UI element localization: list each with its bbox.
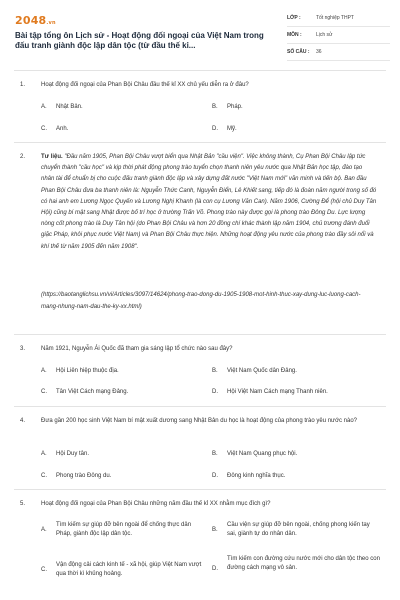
divider — [14, 70, 386, 71]
option-letter: D. — [212, 389, 218, 395]
option-letter: A. — [41, 527, 47, 533]
option-c[interactable] — [41, 561, 206, 583]
logo-text: 2048 — [15, 14, 47, 27]
option-letter: C. — [41, 389, 47, 395]
meta-row-count — [287, 44, 390, 61]
source-citation: (https://baotanglichsu.vn/vi/Articles/3097/14624/phong-trao-dong-du-1905-1908-mot-hinh-thuc-xay-dung-luc-luong-cach-mang-nhung-nam-dau-the-ky-xx.html) — [41, 292, 361, 310]
option-text: Hội Liên hiệp thuộc địa. — [56, 368, 119, 374]
meta-key: LỚP : — [287, 15, 301, 21]
question-number: 2. — [20, 154, 26, 160]
option-text: Pháp. — [227, 104, 243, 110]
option-text: Đông kinh nghĩa thục. — [227, 473, 286, 479]
passage-text: "Đầu năm 1905, Phan Bội Châu vượt biển qua Nhật Bản "cầu viện". Việc không thành, Cụ Phan Bội Châu lập tức chuyển thành "cầu học" và kịp thời phát động phong trào tuyển chọn thanh niên yêu nước qua Nhật Bản học tập, đào tạo nhân tài để chuẩn bị cho cuộc đấu tranh giành độc lập và xây dựng đất nước "Việt Nam mới" văn minh và tiến bộ. Ban đầu Phan Bội Châu đưa ba thanh niên là: Nguyễn Thức Canh, Nguyễn Điển, Lê Khiết sang, tiếp đó là đoàn năm người trong số đó có hai anh em Lương Ngọc Quyến và Lương Nghị Khanh (là con cụ Lương Văn Can). Năm 1906, Cường Để (hội chủ Duy Tân Hội) cũng bí mật sang Nhật được bố trí học ở trường Trấn Võ. Phong trào này được gọi là phong trào Đông Du. Lực lượng nòng cốt phong trào là Duy Tân hội (do Phan Bội Châu và hơn 20 đồng chí khác thành lập năm 1904, chủ trương đánh đuổi giặc Pháp, khôi phục nước Việt Nam) và Phan Bội Châu thực hiện. Những hoạt động yêu nước của phong trào đầy sôi nổi và khí thế từ năm 1905 đến năm 1908". — [41, 154, 377, 250]
question-text: Năm 1921, Nguyễn Ái Quốc đã tham gia sáng lập tổ chức nào sau đây? — [41, 346, 233, 352]
question-text: Hoạt động đối ngoại của Phan Bội Châu đầu thế kỉ XX chủ yếu diễn ra ở đâu? — [41, 82, 249, 88]
option-letter: D. — [212, 566, 218, 572]
logo-suffix: .vn — [46, 20, 56, 26]
option-text: Việt Nam Quốc dân Đảng. — [227, 368, 297, 374]
option-text: Hội Duy tân. — [56, 451, 90, 457]
divider — [14, 142, 386, 143]
site-logo[interactable] — [15, 14, 56, 27]
divider — [14, 406, 386, 407]
option-d[interactable] — [212, 555, 382, 587]
question-number: 5. — [20, 501, 26, 507]
option-text: Tân Việt Cách mạng Đảng. — [56, 389, 129, 395]
passage-label: Tư liệu. — [41, 154, 63, 160]
option-text: Tìm kiếm con đường cứu nước mới cho dân tộc theo con đường cách mạng vô sản. — [227, 556, 380, 571]
option-text: Hội Việt Nam Cách mạng Thanh niên. — [227, 389, 328, 395]
document-title: Bài tập tổng ôn Lịch sử - Hoạt động đối ngoại của Việt Nam trong đấu tranh giành độc lập dân tộc (từ đầu thế kỉ... — [15, 31, 264, 50]
option-text: Vận động cải cách kinh tế - xã hội, giúp Việt Nam vượt qua thời kì khủng hoảng. — [56, 562, 202, 577]
question-number: 3. — [20, 346, 26, 352]
option-letter: A. — [41, 368, 47, 374]
option-letter: C. — [41, 567, 47, 573]
meta-row-class — [287, 10, 390, 27]
option-letter: B. — [212, 527, 218, 533]
question-text: Đưa gần 200 học sinh Việt Nam bí mật xuất dương sang Nhật Bản du học là hoạt động của phong trào yêu nước nào? — [41, 418, 358, 424]
meta-value: 36 — [316, 49, 322, 55]
meta-value: Tốt nghiệp THPT — [316, 15, 354, 21]
option-letter: A. — [41, 104, 47, 110]
option-a[interactable] — [41, 521, 206, 543]
source-passage — [41, 152, 377, 253]
option-letter: B. — [212, 451, 218, 457]
option-letter: C. — [41, 473, 47, 479]
option-text: Việt Nam Quang phục hội. — [227, 451, 298, 457]
option-text: Mỹ. — [227, 126, 237, 132]
meta-table — [287, 10, 390, 61]
option-letter: D. — [212, 473, 218, 479]
document-header — [0, 0, 400, 66]
option-letter: D. — [212, 126, 218, 132]
divider — [14, 489, 386, 490]
option-letter: B. — [212, 368, 218, 374]
divider — [14, 334, 386, 335]
option-text: Tìm kiếm sự giúp đỡ bên ngoài để chống thực dân Pháp, giành độc lập dân tộc. — [56, 522, 192, 537]
question-text: Hoạt động đối ngoại của Phan Bội Châu những năm đầu thế kỉ XX nhằm mục đích gì? — [41, 501, 271, 507]
option-letter: B. — [212, 104, 218, 110]
question-number: 1. — [20, 82, 26, 88]
option-text: Cầu viện sự giúp đỡ bên ngoài, chống phong kiến tay sai, giành tự do nhân dân. — [227, 522, 370, 537]
meta-row-subject — [287, 27, 390, 44]
option-b[interactable] — [212, 521, 382, 543]
option-text: Nhật Bản. — [56, 104, 83, 110]
option-text: Phong trào Đông du. — [56, 473, 112, 479]
option-text: Anh. — [56, 126, 69, 132]
option-letter: C. — [41, 126, 47, 132]
meta-key: SỐ CÂU : — [287, 49, 310, 55]
meta-key: MÔN : — [287, 32, 302, 38]
question-number: 4. — [20, 418, 26, 424]
meta-value: Lịch sử — [316, 32, 333, 38]
option-letter: A. — [41, 451, 47, 457]
